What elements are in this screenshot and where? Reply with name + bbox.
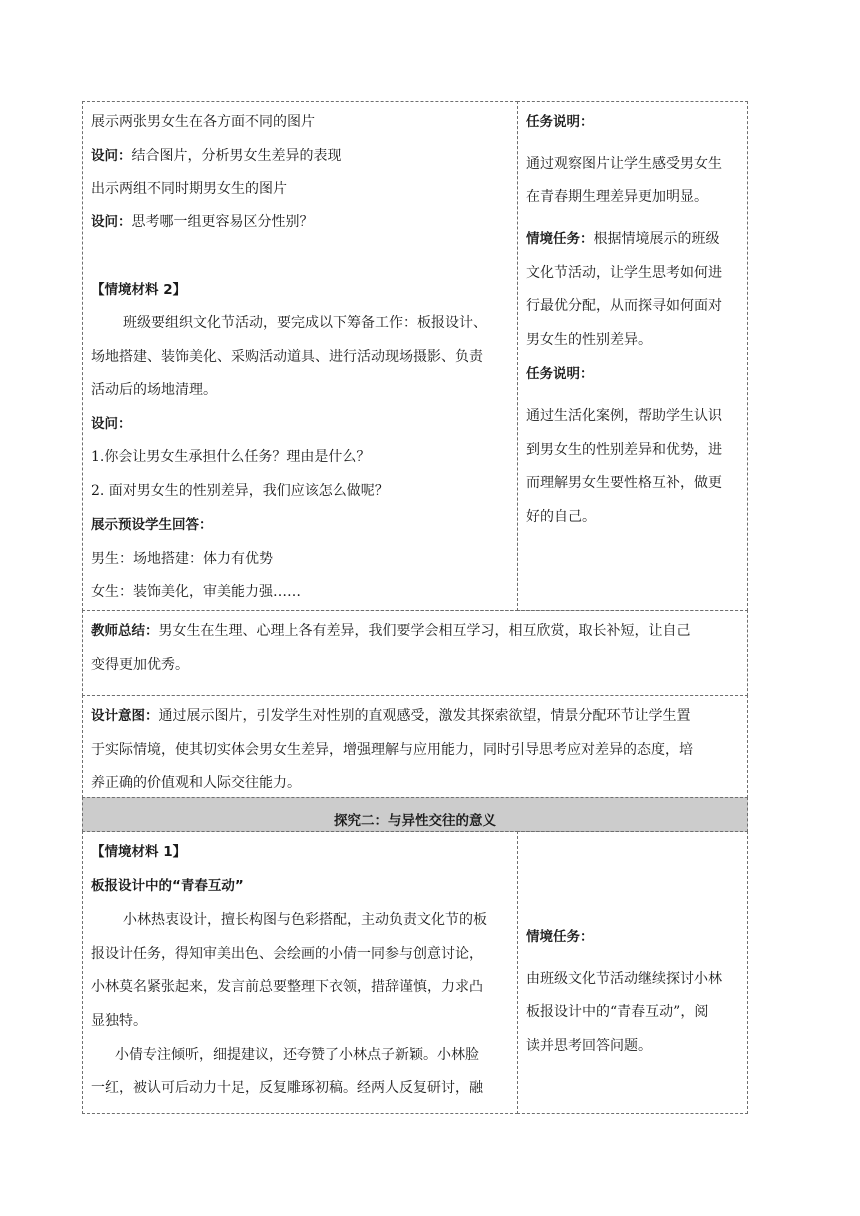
paragraph-line: 活动后的场地清理。 [91, 382, 217, 398]
task-desc-label: 任务说明： [526, 366, 594, 382]
section-title: 探究二：与异性交往的意义 [334, 813, 496, 829]
paragraph-line: 小林莫名紧张起来，发言前总要整理下衣领，措辞谨慎，力求凸 [91, 979, 483, 995]
material-title: 【情境材料 1】 [91, 844, 187, 860]
questions-label: 设问： [91, 416, 132, 432]
task-desc-label: 任务说明： [526, 114, 594, 130]
situation-task-line: 行最优分配，从而探寻如何面对 [526, 298, 722, 314]
question-line [91, 147, 342, 165]
text-line: 出示两组不同时期男女生的图片 [91, 181, 287, 197]
activity-cell [82, 831, 518, 1114]
answer-girl: 女生：装饰美化，审美能力强…… [91, 584, 301, 600]
design-label: 设计意图： [91, 708, 159, 724]
summary-label: 教师总结： [91, 623, 159, 639]
activity-cell [82, 101, 518, 611]
summary-line [91, 622, 691, 640]
teacher-summary-cell [82, 610, 748, 696]
task-desc-line: 在青春期生理差异更加明显。 [526, 189, 708, 205]
task-desc-line: 好的自己。 [526, 509, 596, 525]
task-desc-line: 而理解男女生要性格互补，做更 [526, 475, 722, 491]
design-line: 养正确的价值观和人际交往能力。 [91, 775, 301, 791]
task-cell [517, 101, 748, 611]
design-text: 通过展示图片，引发学生对性别的直观感受，激发其探索欲望，情景分配环节让学生置 [158, 708, 691, 724]
paragraph-line: 班级要组织文化节活动，要完成以下筹备工作：板报设计、 [123, 315, 487, 331]
question-text: 思考哪一组更容易区分性别？ [131, 214, 314, 230]
situation-task-line: 文化节活动，让学生思考如何进 [526, 265, 722, 281]
task-desc-line: 通过观察图片让学生感受男女生 [526, 156, 722, 172]
situation-task-line: 男女生的性别差异。 [526, 332, 652, 348]
task-cell [517, 831, 748, 1114]
design-intent-cell [82, 695, 748, 798]
material-title: 【情境材料 2】 [91, 282, 187, 298]
design-line [91, 707, 691, 725]
section-header [82, 797, 748, 832]
question-label: 设问： [91, 148, 132, 164]
question-text: 结合图片，分析男女生差异的表现 [131, 148, 342, 164]
situation-task-label: 情境任务： [526, 231, 594, 247]
answers-label: 展示预设学生回答： [91, 517, 213, 533]
situation-task-label: 情境任务： [526, 929, 594, 945]
question-item: 2. 面对男女生的性别差异，我们应该怎么做呢？ [91, 483, 389, 499]
situation-task-line: 读并思考回答问题。 [526, 1038, 652, 1054]
task-desc-line: 到男女生的性别差异和优势，进 [526, 442, 722, 458]
question-label: 设问： [91, 214, 132, 230]
text-line: 展示两张男女生在各方面不同的图片 [91, 114, 315, 130]
situation-task-text: 根据情境展示的班级 [593, 231, 720, 247]
paragraph-line: 小倩专注倾听，细提建议，还夸赞了小林点子新颖。小林脸 [115, 1047, 479, 1063]
paragraph-line: 小林热衷设计，擅长构图与色彩搭配，主动负责文化节的板 [123, 912, 487, 928]
answer-boy: 男生：场地搭建：体力有优势 [91, 551, 273, 567]
summary-text: 男女生在生理、心理上各有差异，我们要学会相互学习，相互欣赏，取长补短，让自己 [158, 623, 691, 639]
task-desc-line: 通过生活化案例，帮助学生认识 [526, 408, 722, 424]
paragraph-line: 一红，被认可后动力十足，反复雕琢初稿。经两人反复研讨，融 [91, 1080, 483, 1096]
paragraph-line: 报设计任务，得知审美出色、会绘画的小倩一同参与创意讨论， [91, 946, 483, 962]
question-line [91, 213, 314, 231]
summary-line: 变得更加优秀。 [91, 657, 189, 673]
question-item: 1.你会让男女生承担什么任务？理由是什么？ [91, 449, 371, 465]
material-subtitle: 板报设计中的“青春互动” [91, 878, 244, 894]
situation-task-line: 由班级文化节活动继续探讨小林 [526, 971, 722, 987]
situation-task-line [526, 230, 720, 248]
paragraph-line: 场地搭建、装饰美化、采购活动道具、进行活动现场摄影、负责 [91, 349, 483, 365]
situation-task-line: 板报设计中的“青春互动”，阅 [526, 1004, 709, 1020]
design-line: 于实际情境，使其切实体会男女生差异，增强理解与应用能力，同时引导思考应对差异的态度，培 [91, 742, 693, 758]
paragraph-line: 显独特。 [91, 1013, 147, 1029]
